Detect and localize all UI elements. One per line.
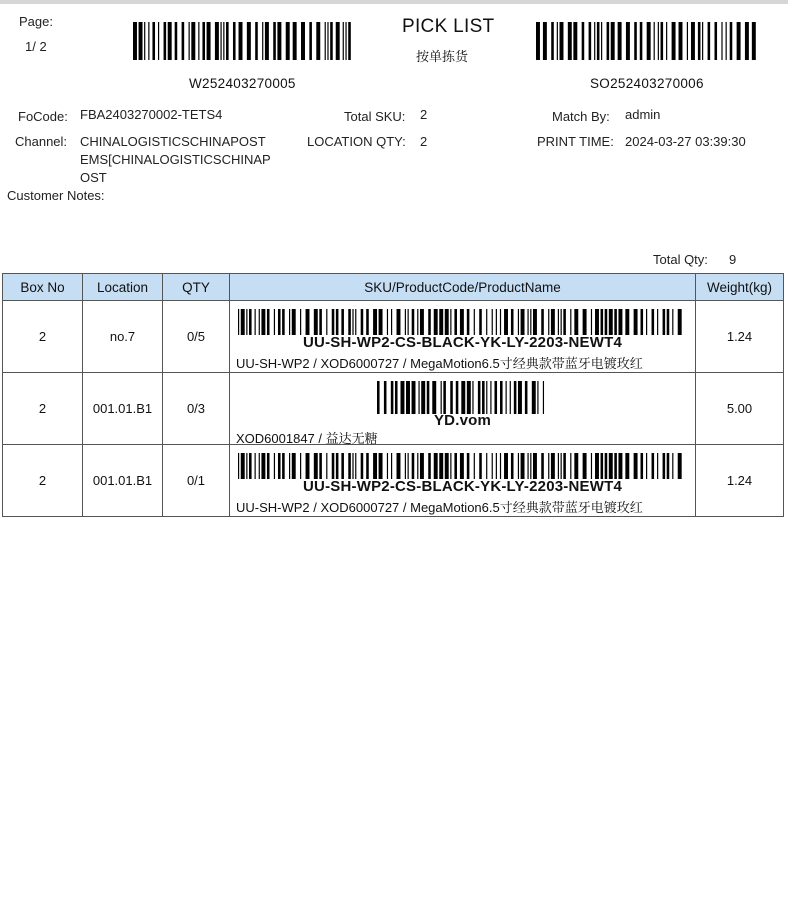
page-label: Page: xyxy=(19,14,53,29)
sku-code: UU-SH-WP2-CS-BLACK-YK-LY-2203-NEWT4 xyxy=(303,478,622,495)
col-header-location: Location xyxy=(83,274,163,301)
location-cell: 001.01.B1 xyxy=(83,445,163,517)
pick-list-table xyxy=(2,273,784,517)
sku-description: XOD6001847 / 益达无糖 xyxy=(236,431,378,446)
channel-value: CHINALOGISTICSCHINAPOST EMS[CHINALOGISTICSCHINAP OST xyxy=(80,134,271,185)
sku-code: YD.vom xyxy=(433,412,492,429)
table-row xyxy=(3,301,784,373)
page-title: PICK LIST xyxy=(402,16,495,37)
page-number: 1/ 2 xyxy=(25,39,47,54)
channel-label: Channel: xyxy=(15,134,68,149)
print-time-value: 2024-03-27 03:39:30 xyxy=(625,134,746,149)
weight-cell: 1.24 xyxy=(696,301,784,373)
qty-cell: 0/5 xyxy=(163,301,230,373)
col-header-box-no: Box No xyxy=(3,274,83,301)
sku-cell xyxy=(230,373,696,445)
sku-description: UU-SH-WP2 / XOD6000727 / MegaMotion6.5寸经典款带蓝牙电镀玫红 xyxy=(236,356,643,371)
qty-cell: 0/3 xyxy=(163,373,230,445)
sku-barcode xyxy=(377,381,547,414)
table-row xyxy=(3,445,784,517)
box-no-cell: 2 xyxy=(3,445,83,517)
top-border xyxy=(0,0,788,4)
order-barcode-right xyxy=(536,22,756,60)
customer-notes-label: Customer Notes: xyxy=(7,188,105,203)
col-header-sku: SKU/ProductCode/ProductName xyxy=(230,274,696,301)
weight-cell: 5.00 xyxy=(696,373,784,445)
sku-cell xyxy=(230,445,696,517)
table-header-row xyxy=(3,274,784,301)
sku-cell xyxy=(230,301,696,373)
total-qty-label: Total Qty: xyxy=(653,252,708,267)
focode-label: FoCode: xyxy=(18,109,68,124)
location-cell: no.7 xyxy=(83,301,163,373)
page-subtitle: 按单拣货 xyxy=(416,49,469,64)
sku-barcode xyxy=(238,309,686,335)
qty-cell: 0/1 xyxy=(163,445,230,517)
order-barcode-left-label: W252403270005 xyxy=(189,76,296,91)
total-sku-label: Total SKU: xyxy=(344,109,406,124)
box-no-cell: 2 xyxy=(3,373,83,445)
total-sku-value: 2 xyxy=(420,107,428,122)
location-qty-label: LOCATION QTY: xyxy=(307,134,406,149)
sku-barcode xyxy=(238,453,686,479)
col-header-weight: Weight(kg) xyxy=(696,274,784,301)
focode-value: FBA2403270002-TETS4 xyxy=(80,107,223,122)
col-header-qty: QTY xyxy=(163,274,230,301)
weight-cell: 1.24 xyxy=(696,445,784,517)
order-barcode-left xyxy=(133,22,351,60)
table-row xyxy=(3,373,784,445)
order-barcode-right-label: SO252403270006 xyxy=(590,76,704,91)
match-by-value: admin xyxy=(625,107,661,122)
location-cell: 001.01.B1 xyxy=(83,373,163,445)
location-qty-value: 2 xyxy=(420,134,428,149)
sku-code: UU-SH-WP2-CS-BLACK-YK-LY-2203-NEWT4 xyxy=(303,334,622,351)
sku-description: UU-SH-WP2 / XOD6000727 / MegaMotion6.5寸经典款带蓝牙电镀玫红 xyxy=(236,500,643,515)
match-by-label: Match By: xyxy=(552,109,610,124)
box-no-cell: 2 xyxy=(3,301,83,373)
print-time-label: PRINT TIME: xyxy=(537,134,614,149)
total-qty-value: 9 xyxy=(729,252,737,267)
